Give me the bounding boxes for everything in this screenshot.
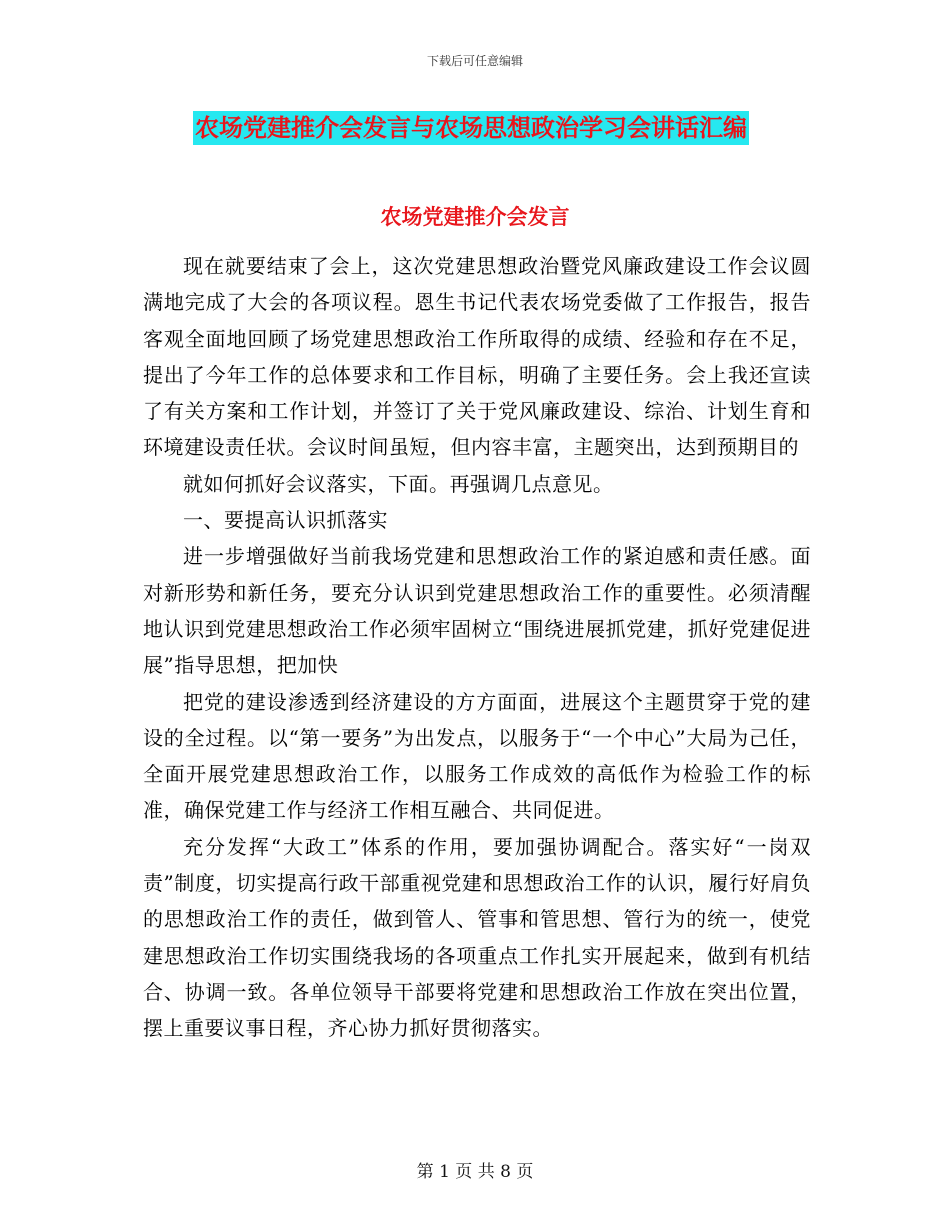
paragraph: 就如何抓好会议落实，下面。再强调几点意见。	[183, 471, 614, 496]
body-text	[143, 248, 811, 1047]
paragraph: 现在就要结束了会上，这次党建思想政治暨党风廉政建设工作会议圆满地完成了大会的各项议程。恩生书记代表农场党委做了工作报告，报告客观全面地回顾了场党建思想政治工作所取得的成绩、经验和存在不足，提出了今年工作的总体要求和工作目标，明确了主要任务。会上我还宣读了有关方案和工作计划，并签订了关于党风廉政建设、综治、计划生育和环境建设责任状。会议时间虽短，但内容丰富，主题突出，达到预期目的	[143, 254, 811, 460]
document-title: 农场党建推介会发言与农场思想政治学习会讲话汇编	[193, 111, 749, 145]
section-title: 农场党建推介会发言	[380, 204, 570, 229]
header-note: 下载后可任意编辑	[426, 54, 523, 68]
paragraph-heading: 一、要提高认识抓落实	[183, 508, 388, 533]
page-footer: 第 1 页 共 8 页	[416, 1162, 534, 1182]
paragraph: 充分发挥“大政工”体系的作用，要加强协调配合。落实好“一岗双责”制度，切实提高行政干部重视党建和思想政治工作的认识，履行好肩负的思想政治工作的责任，做到管人、管事和管思想、管行为的统一，使党建思想政治工作切实围绕我场的各项重点工作扎实开展起来，做到有机结合、协调一致。各单位领导干部要将党建和思想政治工作放在突出位置，摆上重要议事日程，齐心协力抓好贯彻落实。	[143, 834, 811, 1041]
paragraph: 把党的建设渗透到经济建设的方方面面，进展这个主题贯穿于党的建设的全过程。以“第一要务”为出发点，以服务于“一个中心”大局为己任，全面开展党建思想政治工作，以服务工作成效的高低作为检验工作的标准，确保党建工作与经济工作相互融合、共同促进。	[143, 689, 811, 823]
paragraph: 进一步增强做好当前我场党建和思想政治工作的紧迫感和责任感。面对新形势和新任务，要充分认识到党建思想政治工作的重要性。必须清醒地认识到党建思想政治工作必须牢固树立“围绕进展抓党建，抓好党建促进展”指导思想，把加快	[143, 544, 811, 678]
